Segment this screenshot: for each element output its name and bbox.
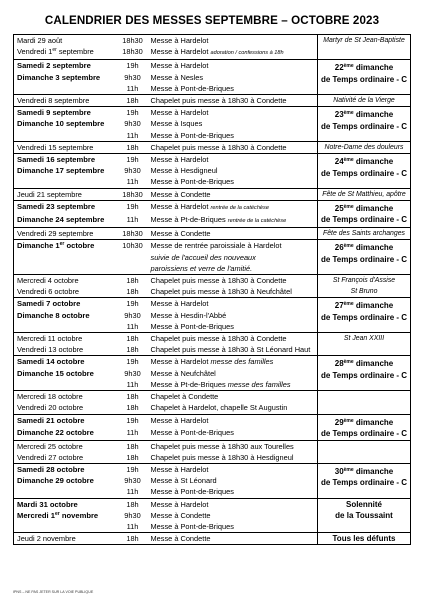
table-row (14, 154, 411, 166)
footer-note: IPNS – NE PAS JETER SUR LA VOIE PUBLIQUE (13, 590, 94, 594)
feast-label: 29ème dimanche (334, 417, 394, 427)
day-cell (14, 200, 117, 214)
feast-label: Tous les défunts (332, 534, 396, 544)
day-label: Vendredi 1er septembre (17, 47, 94, 57)
time-cell: 18h (117, 533, 149, 545)
event-text: Chapelet à Hardelot, chapelle St Augustin (150, 403, 288, 413)
table-row (14, 60, 411, 72)
feast-cell (318, 391, 411, 414)
day-label: Vendredi 15 septembre (17, 142, 94, 152)
time-cell: 18h (117, 275, 149, 287)
event-cell (149, 141, 318, 153)
event-text: Messe à Hesdigneul (150, 166, 218, 176)
table-row (14, 533, 411, 545)
event-text: Chapelet à Condette (150, 392, 219, 402)
time-cell: 19h (117, 414, 149, 427)
event-cell (149, 402, 318, 414)
day-cell (14, 275, 117, 287)
time-cell: 19h (117, 356, 149, 368)
event-cell (149, 72, 318, 83)
day-label: Mercredi 18 octobre (17, 392, 83, 402)
day-label: Dimanche 24 septembre (17, 215, 105, 225)
day-cell (14, 35, 117, 47)
time-cell: 18h (117, 498, 149, 510)
event-text: Chapelet puis messe à 18h30 à Condette (150, 276, 287, 286)
time-cell: 18h (117, 440, 149, 452)
feast-label: St Bruno (350, 288, 378, 296)
time-cell: 11h (126, 321, 139, 331)
event-text: Messe à Pont-de-Briques (150, 177, 234, 187)
time-cell: 19h (117, 60, 149, 72)
event-text: Messe à Hardelot (150, 61, 209, 71)
day-cell (14, 95, 117, 107)
event-text: Messe à Hardelot (150, 36, 209, 45)
day-cell (14, 510, 117, 521)
day-cell (14, 533, 117, 545)
day-label: Mercredi 4 octobre (17, 276, 79, 286)
feast-cell (318, 298, 411, 333)
feast-cell (318, 440, 411, 463)
day-cell (14, 165, 117, 176)
feast-label: de Temps ordinaire - C (320, 312, 408, 322)
day-label: Samedi 16 septembre (17, 155, 96, 165)
event-text: Chapelet puis messe à 18h30 à Neufchâtel (150, 287, 292, 297)
time-cell: 18h30 (122, 47, 143, 57)
time-cell: 19h (117, 298, 149, 310)
event-note: messe des familles (227, 379, 291, 389)
day-label: Samedi 14 octobre (17, 357, 85, 367)
event-cell (149, 118, 318, 129)
table-row (14, 498, 411, 510)
event-text: Messe à Neufchâtel (150, 368, 216, 378)
event-cell (149, 286, 318, 298)
table-row (14, 463, 411, 475)
event-text: Messe à Hardelot (150, 47, 209, 57)
event-cell (149, 463, 318, 475)
event-cell (149, 498, 318, 510)
event-cell (149, 214, 318, 228)
event-text: Messe à Hardelot (150, 201, 209, 211)
day-label: Dimanche 15 octobre (17, 368, 94, 378)
table-row (14, 333, 411, 345)
event-cell (149, 275, 318, 287)
day-cell (14, 240, 117, 252)
feast-label: 30ème dimanche (334, 466, 394, 476)
event-cell (149, 95, 318, 107)
event-text: Messe à Hardelot (150, 464, 209, 474)
event-note: rentrée de la catéchèse (210, 204, 269, 211)
feast-cell (318, 200, 411, 227)
day-cell (14, 475, 117, 486)
day-cell (14, 463, 117, 475)
day-cell (14, 263, 117, 275)
time-cell (117, 263, 149, 275)
time-cell: 11h (126, 177, 139, 187)
event-cell (149, 486, 318, 498)
event-cell (149, 310, 318, 321)
table-row (14, 391, 411, 403)
time-cell: 10h30 (117, 240, 149, 252)
time-cell: 18h (126, 287, 139, 297)
day-cell (14, 141, 117, 153)
event-text: paroissiens et verre de l'amitié. (150, 263, 253, 273)
day-cell (14, 344, 117, 356)
event-cell (149, 333, 318, 345)
event-cell (149, 107, 318, 119)
day-cell (14, 298, 117, 310)
feast-label: de Temps ordinaire - C (320, 478, 408, 488)
event-text: Chapelet puis messe à 18h30 à Condette (150, 96, 287, 106)
day-label: Samedi 7 octobre (17, 299, 81, 309)
table-row (14, 240, 411, 252)
event-cell (149, 344, 318, 356)
feast-cell (318, 275, 411, 298)
event-note: adoration / confessions à 18h (210, 50, 284, 57)
feast-label: de Temps ordinaire - C (320, 74, 408, 84)
time-cell: 19h (117, 200, 149, 214)
table-row (14, 200, 411, 214)
feast-label: St Jean XXIII (343, 335, 385, 343)
day-cell (14, 402, 117, 414)
day-cell (14, 286, 117, 298)
day-label: Dimanche 10 septembre (17, 119, 105, 129)
mass-calendar-table (13, 34, 411, 545)
event-text: Messe à Pt-de-Briques (150, 215, 226, 225)
feast-cell (318, 141, 411, 153)
event-cell (149, 263, 318, 275)
day-cell (14, 321, 117, 333)
event-cell (149, 379, 318, 391)
event-text: Chapelet puis messe à 18h30 aux Tourelles (150, 441, 294, 451)
event-cell (149, 252, 318, 263)
time-cell: 11h (126, 130, 139, 140)
time-cell: 18h (126, 345, 139, 355)
event-text: Messe à Pont-de-Briques (150, 521, 234, 531)
time-cell: 18h30 (117, 228, 149, 240)
day-cell (14, 486, 117, 498)
time-cell: 18h (117, 95, 149, 107)
time-cell: 11h (126, 487, 139, 497)
time-cell: 11h (126, 215, 139, 225)
time-cell: 18h (117, 333, 149, 345)
time-cell: 9h30 (124, 72, 141, 82)
time-cell (117, 252, 149, 263)
feast-cell (318, 240, 411, 275)
event-text: Messe à Hardelot (150, 357, 209, 367)
event-cell (149, 130, 318, 142)
day-label: Samedi 21 octobre (17, 415, 85, 425)
event-text: Messe à Condette (150, 229, 211, 239)
day-cell (14, 60, 117, 72)
day-cell (14, 356, 117, 368)
day-cell (14, 72, 117, 83)
feast-cell (318, 533, 411, 545)
day-cell (14, 310, 117, 321)
time-cell: 11h (126, 521, 139, 531)
day-cell (14, 521, 117, 533)
time-cell: 19h (117, 463, 149, 475)
feast-cell (318, 107, 411, 142)
feast-label: de Temps ordinaire - C (320, 215, 408, 225)
day-label: Mercredi 1er novembre (17, 510, 99, 520)
event-text: Messe à Hardelot (150, 155, 209, 165)
table-row (14, 414, 411, 427)
day-label: Dimanche 22 octobre (17, 428, 94, 437)
feast-label: 28ème dimanche (334, 359, 394, 369)
event-cell (149, 240, 318, 252)
event-cell (149, 533, 318, 545)
feast-label: Nativité de la Vierge (333, 97, 395, 105)
feast-label: Fête des Saints archanges (323, 230, 405, 238)
event-cell (149, 176, 318, 188)
feast-label: de la Toussaint (335, 510, 393, 520)
feast-cell (318, 498, 411, 533)
day-label: Samedi 28 octobre (17, 464, 85, 474)
table-row (14, 35, 411, 47)
feast-cell (318, 35, 411, 60)
event-cell (149, 46, 318, 60)
table-row (14, 107, 411, 119)
feast-cell (318, 228, 411, 240)
feast-label: Martyr de St Jean-Baptiste (323, 37, 405, 44)
day-cell (14, 252, 117, 263)
event-cell (149, 83, 318, 95)
day-label: Vendredi 27 octobre (17, 452, 84, 462)
day-cell (14, 333, 117, 345)
feast-label: 26ème dimanche (334, 243, 394, 253)
day-cell (14, 368, 117, 379)
time-cell: 18h (117, 391, 149, 403)
time-cell: 9h30 (124, 166, 141, 176)
event-text: Messe à Condette (150, 189, 211, 199)
event-text: Messe à Hesdin-l'Abbé (150, 310, 227, 320)
day-label: Vendredi 6 octobre (17, 287, 80, 297)
day-cell (14, 107, 117, 119)
day-label: Dimanche 29 octobre (17, 476, 94, 486)
day-cell (14, 46, 117, 60)
event-text: Messe à Nesles (150, 72, 204, 82)
event-cell (149, 298, 318, 310)
day-label: Mercredi 11 octobre (17, 334, 83, 344)
feast-cell (318, 333, 411, 356)
feast-label: Fête de St Matthieu, apôtre (322, 190, 406, 198)
day-cell (14, 214, 117, 228)
day-cell (14, 498, 117, 510)
time-cell: 9h30 (124, 510, 141, 520)
time-cell: 19h (117, 107, 149, 119)
event-cell (149, 60, 318, 72)
day-cell (14, 452, 117, 464)
event-text: Messe à Pont-de-Briques (150, 130, 234, 140)
day-cell (14, 154, 117, 166)
day-cell (14, 228, 117, 240)
event-text: Messe à Hardelot (150, 499, 209, 509)
day-label: Samedi 2 septembre (17, 61, 91, 71)
event-cell (149, 414, 318, 427)
day-label: Vendredi 20 octobre (17, 403, 84, 413)
event-cell (149, 154, 318, 166)
table-row (14, 95, 411, 107)
event-text: suivie de l'accueil des nouveaux (150, 252, 256, 262)
event-note: rentrée de la catéchèse (227, 218, 287, 225)
time-cell: 9h30 (124, 119, 141, 129)
event-cell (149, 440, 318, 452)
feast-label: 22ème dimanche (334, 63, 394, 73)
day-cell (14, 440, 117, 452)
event-text: Messe à Hardelot (150, 299, 209, 309)
day-label: Vendredi 29 septembre (17, 229, 94, 239)
table-row (14, 188, 411, 200)
day-label: Dimanche 3 septembre (17, 72, 101, 82)
feast-cell (318, 356, 411, 391)
day-label: Samedi 23 septembre (17, 201, 96, 211)
event-cell (149, 228, 318, 240)
feast-label: de Temps ordinaire - C (320, 429, 408, 438)
time-cell: 11h (126, 379, 139, 389)
day-cell (14, 414, 117, 427)
event-cell (149, 321, 318, 333)
time-cell: 9h30 (124, 476, 141, 486)
event-text: Messe à Pont-de-Briques (150, 321, 234, 331)
event-text: Messe à Pont-de-Briques (150, 428, 234, 437)
event-cell (149, 35, 318, 47)
day-cell (14, 176, 117, 188)
event-text: Chapelet puis messe à 18h30 à Condette (150, 334, 287, 344)
event-note: messe des familles (210, 357, 274, 367)
feast-label: de Temps ordinaire - C (320, 121, 408, 131)
event-text: Messe à Hardelot (150, 415, 209, 425)
day-label: Dimanche 17 septembre (17, 166, 105, 176)
feast-label: de Temps ordinaire - C (320, 168, 408, 178)
feast-cell (318, 95, 411, 107)
feast-cell (318, 60, 411, 95)
table-row (14, 440, 411, 452)
event-text: Messe à Pt-de-Briques (150, 379, 226, 389)
time-cell: 19h (117, 154, 149, 166)
time-cell: 18h (117, 141, 149, 153)
time-cell: 9h30 (124, 368, 141, 378)
event-text: Chapelet puis messe à 18h30 à St Léonard Haut (150, 345, 311, 355)
event-text: Messe de rentrée paroissiale à Hardelot (150, 241, 282, 251)
event-cell (149, 356, 318, 368)
event-text: Messe à Condette (150, 510, 211, 520)
event-cell (149, 510, 318, 521)
event-text: Messe à Pont-de-Briques (150, 83, 234, 93)
event-text: Chapelet puis messe à 18h30 à Condette (150, 142, 287, 152)
feast-cell (318, 414, 411, 440)
day-cell (14, 391, 117, 403)
time-cell: 18h (126, 452, 139, 462)
day-label: Jeudi 2 novembre (17, 534, 76, 544)
time-cell: 11h (126, 428, 139, 437)
feast-label: 27ème dimanche (334, 301, 394, 311)
day-cell (14, 188, 117, 200)
day-label: Dimanche 1er octobre (17, 241, 95, 251)
table-row (14, 141, 411, 153)
time-cell: 18h30 (117, 35, 149, 47)
feast-label: Notre-Dame des douleurs (324, 143, 404, 151)
event-text: Messe à Isques (150, 119, 203, 129)
table-row (14, 298, 411, 310)
feast-label: Solennité (345, 499, 382, 509)
event-text: Chapelet puis messe à 18h30 à Hesdigneul (150, 452, 294, 462)
table-row (14, 228, 411, 240)
event-cell (149, 521, 318, 533)
event-cell (149, 188, 318, 200)
event-cell (149, 368, 318, 379)
feast-cell (318, 188, 411, 200)
feast-cell (318, 463, 411, 498)
time-cell: 9h30 (124, 310, 141, 320)
day-cell (14, 83, 117, 95)
table-row (14, 275, 411, 287)
day-cell (14, 130, 117, 142)
event-text: Messe à Hardelot (150, 108, 209, 118)
day-cell (14, 427, 117, 440)
event-text: Messe à Condette (150, 534, 211, 544)
day-cell (14, 118, 117, 129)
day-label: Mardi 31 octobre (17, 499, 78, 509)
feast-label: 24ème dimanche (334, 157, 394, 167)
day-label: Jeudi 21 septembre (17, 189, 82, 199)
day-label: Samedi 9 septembre (17, 108, 91, 118)
event-cell (149, 452, 318, 464)
event-text: Messe à St Léonard (150, 476, 217, 486)
feast-label: de Temps ordinaire - C (320, 370, 408, 380)
feast-cell (318, 154, 411, 189)
feast-label: St François d'Assise (332, 277, 396, 285)
event-cell (149, 165, 318, 176)
day-label: Vendredi 13 octobre (17, 345, 84, 355)
day-label: Mardi 29 août (17, 36, 63, 45)
event-text: Messe à Pont-de-Briques (150, 487, 234, 497)
feast-label: 23ème dimanche (334, 110, 394, 120)
day-label: Mercredi 25 octobre (17, 441, 83, 451)
day-label: Dimanche 8 octobre (17, 310, 90, 320)
time-cell: 11h (126, 83, 139, 93)
day-cell (14, 379, 117, 391)
feast-label: de Temps ordinaire - C (320, 254, 408, 264)
time-cell: 18h30 (117, 188, 149, 200)
feast-label: 25ème dimanche (334, 203, 394, 213)
table-row (14, 356, 411, 368)
day-label: Vendredi 8 septembre (17, 96, 90, 106)
event-cell (149, 475, 318, 486)
event-cell (149, 391, 318, 403)
time-cell: 18h (126, 403, 139, 413)
page-title: CALENDRIER DES MESSES SEPTEMBRE – OCTOBRE 2023 (44, 14, 380, 27)
event-cell (149, 427, 318, 440)
event-cell (149, 200, 318, 214)
